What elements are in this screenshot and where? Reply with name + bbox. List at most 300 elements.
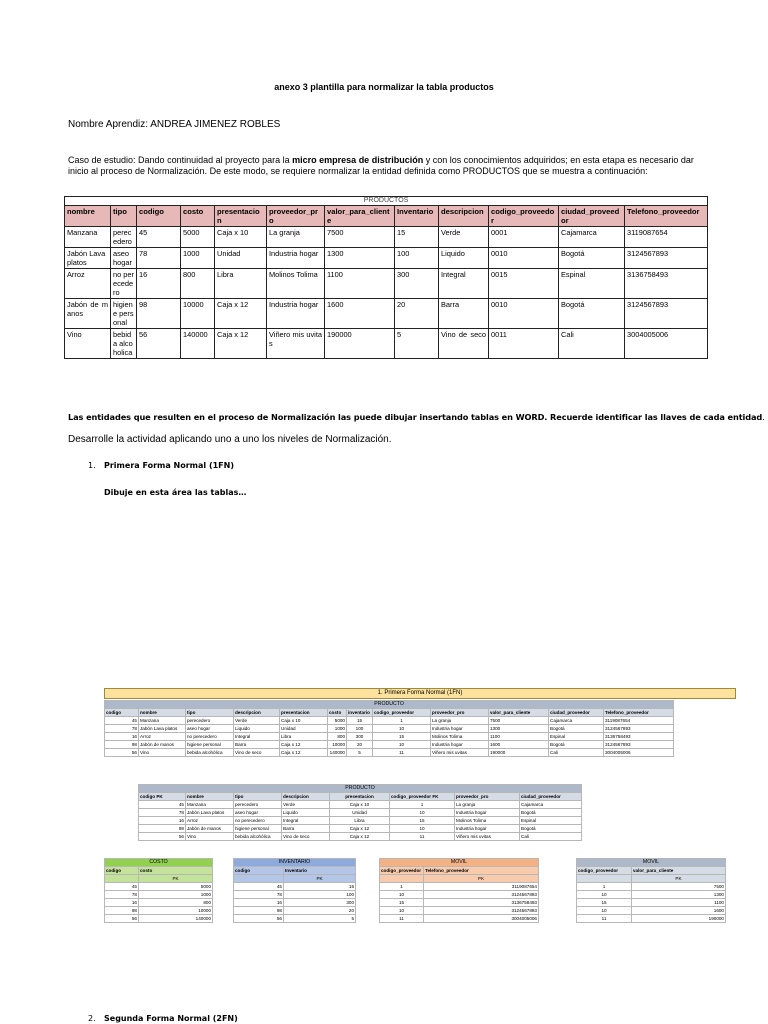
sheet-cell: 98 [139,825,186,833]
productos-cell: higiene personal [111,299,137,329]
sheet-cell: Unidad [280,725,328,733]
productos-cell: 10000 [181,299,215,329]
sheet-header-cell: codigo_proveedor FK [390,793,455,801]
sheet-cell: 3119087654 [424,883,539,891]
productos-cell: Caja x 10 [215,227,267,248]
sheet-row [577,883,726,891]
sheet-cell: Integral [234,733,280,741]
productos-cell: Cali [559,329,625,359]
note-period: . [762,412,765,422]
productos-table [64,196,708,359]
sheet-cell: 7500 [632,883,726,891]
sheet-header-cell: Inventario [284,867,356,875]
productos-cell: Caja x 12 [215,329,267,359]
section-title: Primera Forma Normal (1FN) [104,461,234,470]
sheet-cell: 56 [105,749,139,757]
productos-cell: 45 [137,227,181,248]
pk-label: PK [632,875,726,883]
sheet-cell: 3124567893 [604,725,674,733]
sheet-cell: Libra [280,733,328,741]
sheet-cell: 5 [347,749,373,757]
productos-header-cell: Inventario [395,206,439,227]
sheet-cell: Manzana [186,801,234,809]
sheet-cell: 16 [139,817,186,825]
sheet-cell: no perecedero [186,733,234,741]
sheet-cell: 78 [105,725,139,733]
sheet-row [577,899,726,907]
productos-cell: 3136758493 [625,269,708,299]
sheet-header-cell: costo [139,867,213,875]
productos-header-cell: ciudad_proveedor [559,206,625,227]
sheet-cell: Caja x 12 [280,741,328,749]
sheet-cell: Caja x 12 [330,825,390,833]
sheet-cell: Industria hogar [431,741,489,749]
sheet-cell: Barra [234,741,280,749]
productos-row [65,299,708,329]
productos-cell: Manzana [65,227,111,248]
productos-cell: 1300 [325,248,395,269]
sheet-cell: perecedero [234,801,282,809]
sheet-cell: 800 [328,733,347,741]
productos-cell: 3119087654 [625,227,708,248]
sheet-cell: 100 [347,725,373,733]
sheet-header-cell: codigo [234,867,284,875]
sheet-cell: 11 [380,915,424,923]
sheet-cell: 56 [139,833,186,841]
productos-cell: 0001 [489,227,559,248]
sheet-cell: 300 [284,899,356,907]
sheet-table-caption: INVENTARIO [234,859,356,867]
productos-cell: Arroz [65,269,111,299]
student-name: Nombre Aprendiz: ANDREA JIMENEZ ROBLES [68,119,281,130]
sheet-cell: Caja x 12 [330,833,390,841]
productos-cell: 56 [137,329,181,359]
sheet-cell: 7500 [489,717,549,725]
sheet-cell: 78 [105,891,139,899]
productos-cell: bebida alcoholica [111,329,137,359]
sheet-cell: aseo hogar [186,725,234,733]
sheet-header-cell: descripcion [234,709,280,717]
sheet-cell: Manzana [139,717,186,725]
productos-cell: 0015 [489,269,559,299]
pk-spacer [577,875,632,883]
productos-cell: 16 [137,269,181,299]
sheet-table-caption: PRODUCTO [139,785,582,793]
sheet-row [105,915,213,923]
productos-cell: 78 [137,248,181,269]
sheet-cell: Cali [520,833,582,841]
productos-row [65,329,708,359]
sheet-cell: 1300 [489,725,549,733]
sheet-table-caption: PRODUCTO [105,701,674,709]
sheet-cell: 20 [284,907,356,915]
sheet-header-cell: Telefono_proveedor [604,709,674,717]
sheet-cell: Viñero mis uvitas [431,749,489,757]
sheet-row [577,907,726,915]
sheet-header-cell: codigo [105,709,139,717]
sheet-cell: bebida alcohólica [186,749,234,757]
sheet-table-movil1 [379,858,539,923]
sheet-table-movil2 [576,858,726,923]
productos-header-cell: presentacion [215,206,267,227]
sheet-cell: 15 [380,899,424,907]
sheet-header-cell: inventario [347,709,373,717]
sheet-cell: Vino de seco [282,833,330,841]
productos-cell: 3004005006 [625,329,708,359]
sheet-cell: Arroz [139,733,186,741]
sheet-cell: Bogotá [549,741,604,749]
sheet-cell: 78 [139,809,186,817]
sheet-table-t2 [138,784,582,841]
sheet-cell: Bogotá [520,809,582,817]
productos-cell: 1000 [181,248,215,269]
pk-label: PK [139,875,213,883]
sheet-cell: Cali [549,749,604,757]
productos-header-cell: costo [181,206,215,227]
sheet-cell: 15 [373,733,431,741]
sheet-row [234,899,356,907]
pk-spacer [380,875,424,883]
sheet-cell: 140000 [328,749,347,757]
productos-cell: 0010 [489,299,559,329]
productos-cell: Bogotá [559,299,625,329]
productos-cell: Vino [65,329,111,359]
sheet-cell: 3004005006 [424,915,539,923]
sheet-row [234,907,356,915]
sheet-cell: Espinal [520,817,582,825]
productos-header-cell: descripcion [439,206,489,227]
sheet-cell: La granja [455,801,520,809]
sheet-table-caption: MOVIL [577,859,726,867]
productos-cell: 7500 [325,227,395,248]
case-study-paragraph [68,155,708,177]
sheet-cell: no perecedero [234,817,282,825]
sheet-cell: 98 [105,907,139,915]
sheet-cell: Verde [234,717,280,725]
sheet-cell: Espinal [549,733,604,741]
sheet-cell: 10 [380,891,424,899]
sheet-header-cell: codigo_proveedor [373,709,431,717]
productos-cell: Verde [439,227,489,248]
sheet-cell: Caja x 12 [280,749,328,757]
sheet-cell: 1000 [328,725,347,733]
sheet-cell: 10 [577,891,632,899]
sheet-cell: Vino [186,833,234,841]
document-title: anexo 3 plantilla para normalizar la tabla productos [274,82,494,92]
sheet-cell: 45 [105,717,139,725]
sheet-cell: 98 [105,741,139,749]
sheet-cell: 16 [105,733,139,741]
sheet-cell: 45 [234,883,284,891]
pk-label: PK [424,875,539,883]
sheet-header-cell: codigo_proveedor [380,867,424,875]
sheet-cell: Cajamarca [549,717,604,725]
case-text-bold: micro empresa de distribución [292,155,424,165]
spreadsheet-image-1fn [104,688,736,940]
sheet-cell: 10000 [328,741,347,749]
sheet-cell: bebida alcohólica [234,833,282,841]
sheet-cell: 1300 [632,891,726,899]
sheet-cell: 100 [284,891,356,899]
sheet-row [105,749,674,757]
sheet-cell: La granja [431,717,489,725]
sheet-header-cell: ciudad_proveedor [520,793,582,801]
sheet-header-cell: costo [328,709,347,717]
sheet-cell: 1 [373,717,431,725]
sheet-header-cell: valor_para_cliente [489,709,549,717]
sheet-cell: 3004005006 [604,749,674,757]
sheet-cell: 3136758493 [424,899,539,907]
sheet-header-cell: codigo PK [139,793,186,801]
sheet-cell: 16 [234,899,284,907]
sheet-cell: Jabón de manos [139,741,186,749]
sheet-cell: 98 [234,907,284,915]
sheet-cell: Jabón de manos [186,825,234,833]
sheet-cell: Caja x 10 [330,801,390,809]
sheet-cell: 1 [577,883,632,891]
productos-cell: 190000 [325,329,395,359]
sheet-header-cell: tipo [234,793,282,801]
sheet-cell: 11 [373,749,431,757]
sheet-row [105,741,674,749]
productos-cell: Caja x 12 [215,299,267,329]
sheet-cell: 11 [577,915,632,923]
sheet-cell: Jabón Lava platos [139,725,186,733]
productos-row [65,248,708,269]
sheet-header-cell: presentacion [280,709,328,717]
activity-instruction: Desarrolle la actividad aplicando uno a uno los niveles de Normalización. [68,434,392,445]
productos-cell: Jabón de manos [65,299,111,329]
sheet-row [577,915,726,923]
sheet-cell: Industria hogar [431,725,489,733]
sheet-row [139,833,582,841]
sheet-cell: 45 [105,883,139,891]
sheet-cell: 800 [139,899,213,907]
sheet-cell: 1100 [489,733,549,741]
pk-spacer [234,875,284,883]
sheet-row [380,891,539,899]
sheet-cell: 15 [390,817,455,825]
sheet-header-cell: proveedor_pro [431,709,489,717]
sheet-cell: Arroz [186,817,234,825]
productos-cell: 1100 [325,269,395,299]
sheet-cell: 78 [234,891,284,899]
sheet-cell: 1100 [632,899,726,907]
sheet-row [380,907,539,915]
sheet-cell: 56 [105,915,139,923]
sheet-cell: Barra [282,825,330,833]
section-number: 1. [88,461,96,470]
sheet-table-costo [104,858,213,923]
sheet-cell: 1000 [139,891,213,899]
sheet-row [105,899,213,907]
sheet-cell: 15 [284,883,356,891]
sheet-row [105,725,674,733]
productos-cell: Liquido [439,248,489,269]
sheet-cell: 1 [380,883,424,891]
sheet-row [234,891,356,899]
sheet-cell: Vino [139,749,186,757]
sheet-cell: 10 [380,907,424,915]
productos-cell: Industria hogar [267,299,325,329]
sheet-cell: Verde [282,801,330,809]
productos-row [65,227,708,248]
sheet-cell: 56 [234,915,284,923]
productos-cell: 3124567893 [625,248,708,269]
sheet-row [105,891,213,899]
sheet-cell: Integral [282,817,330,825]
sheet-cell: Bogotá [549,725,604,733]
sheet-cell: Caja x 10 [280,717,328,725]
sheet-row [139,809,582,817]
productos-cell: Cajamarca [559,227,625,248]
sheet-header-cell: nombre [139,709,186,717]
sheet-cell: Liquido [282,809,330,817]
productos-cell: Jabón Lava platos [65,248,111,269]
sheet-row [380,899,539,907]
sheet-cell: Industria hogar [455,825,520,833]
sheet-header-cell: codigo_proveedor [577,867,632,875]
sheet-cell: aseo hogar [234,809,282,817]
sheet-cell: 300 [347,733,373,741]
productos-cell: 100 [395,248,439,269]
sheet-row [105,733,674,741]
sheet-row [139,825,582,833]
drawing-area-hint: Dibuje en esta área las tablas… [104,488,247,497]
sheet-cell: 10 [373,741,431,749]
productos-cell: 5000 [181,227,215,248]
sheet-cell: 15 [347,717,373,725]
productos-cell: Bogotá [559,248,625,269]
sheet-cell: 20 [347,741,373,749]
section-title: Segunda Forma Normal (2FN) [104,1014,238,1023]
productos-cell: Libra [215,269,267,299]
sheet-banner: 1. Primera Forma Normal (1FN) [104,688,736,699]
sheet-table-t1 [104,700,674,757]
sheet-cell: Molinos Tolima [431,733,489,741]
productos-header-cell: Telefono_proveedor [625,206,708,227]
sheet-cell: 1 [390,801,455,809]
sheet-cell: Bogotá [520,825,582,833]
sheet-cell: 5000 [139,883,213,891]
sheet-cell: 10 [390,825,455,833]
productos-cell: perecedero [111,227,137,248]
sheet-cell: 3124567893 [424,907,539,915]
productos-header-cell: valor_para_cliente [325,206,395,227]
productos-cell: 5 [395,329,439,359]
section-1fn-heading [88,461,234,470]
sheet-cell: 3124567893 [604,741,674,749]
sheet-header-cell: nombre [186,793,234,801]
productos-cell: 0011 [489,329,559,359]
sheet-cell: Libra [330,817,390,825]
productos-cell: 300 [395,269,439,299]
productos-cell: 140000 [181,329,215,359]
sheet-cell: 10 [390,809,455,817]
sheet-cell: 1600 [632,907,726,915]
sheet-cell: 10000 [139,907,213,915]
productos-cell: Industria hogar [267,248,325,269]
productos-cell: aseo hogar [111,248,137,269]
sheet-row [105,883,213,891]
productos-header-cell: tipo [111,206,137,227]
productos-cell: Barra [439,299,489,329]
sheet-cell: higiene personal [234,825,282,833]
sheet-cell: 1600 [489,741,549,749]
sheet-cell: 16 [105,899,139,907]
sheet-row [234,883,356,891]
sheet-cell: 45 [139,801,186,809]
sheet-cell: 10 [577,907,632,915]
sheet-header-cell: Telefono_proveedor [424,867,539,875]
sheet-cell: Molinos Tolima [455,817,520,825]
sheet-cell: 3136758493 [604,733,674,741]
sheet-cell: 190000 [489,749,549,757]
sheet-row [105,907,213,915]
sheet-row [105,717,674,725]
section-2fn-heading [88,1014,238,1023]
sheet-cell: 11 [390,833,455,841]
sheet-table-caption: MOVIL [380,859,539,867]
sheet-cell: Unidad [330,809,390,817]
sheet-cell: Viñero mis uvitas [455,833,520,841]
sheet-row [139,801,582,809]
sheet-cell: 5000 [328,717,347,725]
sheet-header-cell: ciudad_proveedor [549,709,604,717]
sheet-cell: 140000 [139,915,213,923]
sheet-cell: 3119087654 [604,717,674,725]
productos-cell: 15 [395,227,439,248]
sheet-cell: 3124567893 [424,891,539,899]
productos-cell: Vino de seco [439,329,489,359]
sheet-cell: 10 [373,725,431,733]
productos-cell: Viñero mis uvitas [267,329,325,359]
productos-cell: Molinos Tolima [267,269,325,299]
sheet-header-cell: codigo [105,867,139,875]
sheet-cell: perecedero [186,717,234,725]
sheet-cell: 190000 [632,915,726,923]
productos-cell: La granja [267,227,325,248]
sheet-row [577,891,726,899]
sheet-row [139,817,582,825]
productos-cell: Integral [439,269,489,299]
sheet-header-cell: descripcion [282,793,330,801]
productos-cell: 800 [181,269,215,299]
sheet-cell: Industria hogar [455,809,520,817]
sheet-cell: higiene personal [186,741,234,749]
case-text-1: Caso de estudio: Dando continuidad al proyecto para la [68,155,293,165]
sheet-header-cell: tipo [186,709,234,717]
productos-cell: 1600 [325,299,395,329]
sheet-cell: Vino de seco [234,749,280,757]
sheet-row [234,915,356,923]
sheet-header-cell: presentacion [330,793,390,801]
pk-label: PK [284,875,356,883]
productos-header-cell: nombre [65,206,111,227]
sheet-table-caption: COSTO [105,859,213,867]
sheet-row [380,883,539,891]
pk-spacer [105,875,139,883]
sheet-cell: 15 [577,899,632,907]
productos-cell: Unidad [215,248,267,269]
note-text: Las entidades que resulten en el proceso de Normalización las puede dibujar insertando tablas en WORD. Recuerde identificar las llaves de cada entidad [68,412,763,422]
section-number: 2. [88,1014,96,1023]
sheet-cell: Cajamarca [520,801,582,809]
productos-cell: no perecedero [111,269,137,299]
sheet-header-cell: valor_para_cliente [632,867,726,875]
productos-row [65,269,708,299]
productos-cell: 20 [395,299,439,329]
